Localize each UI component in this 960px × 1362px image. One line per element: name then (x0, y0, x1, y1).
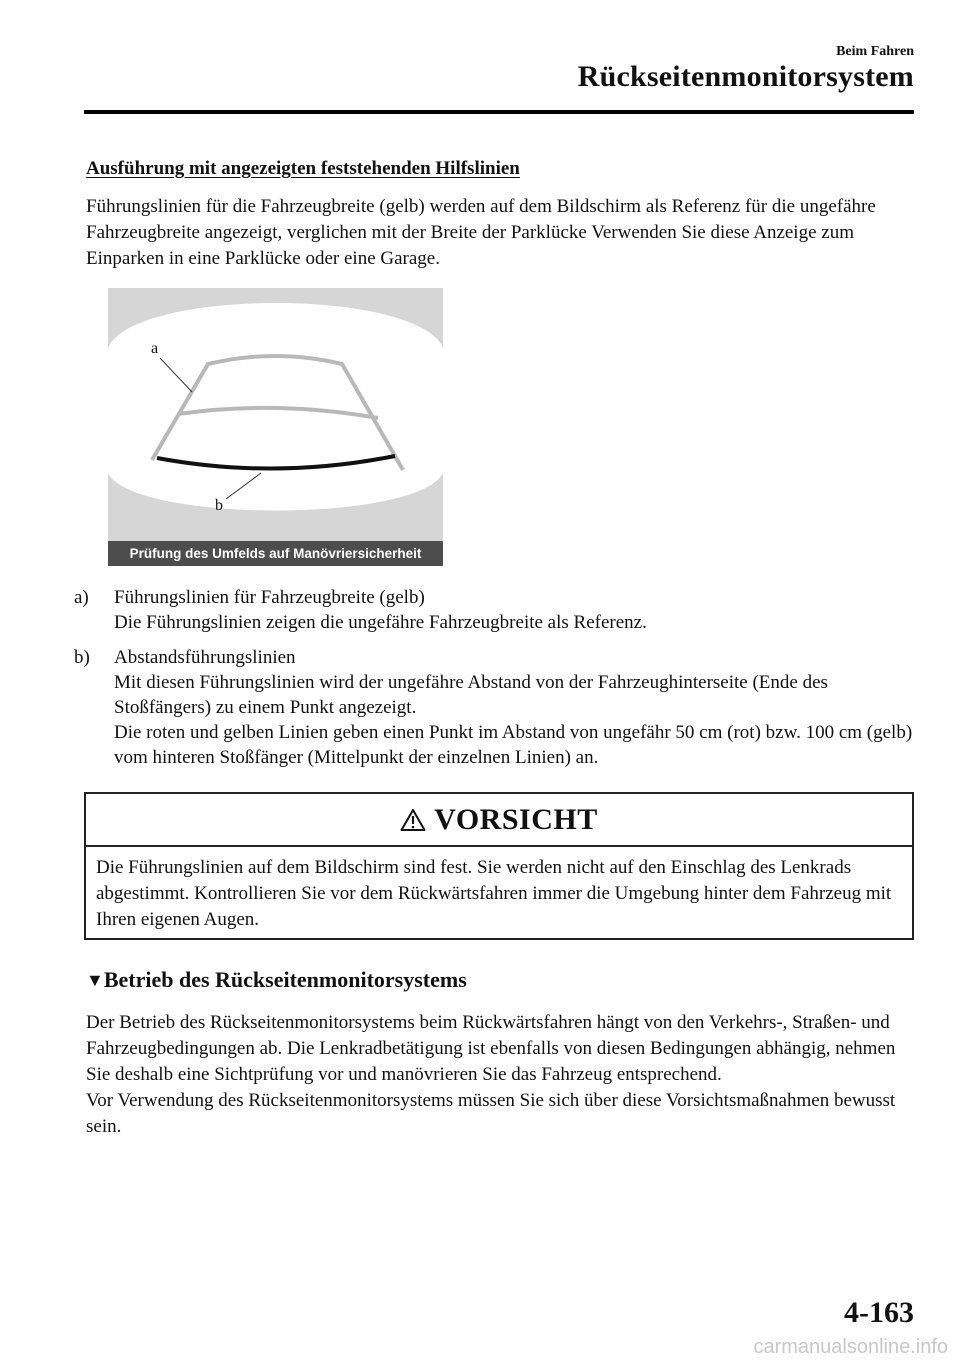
figure-caption: Prüfung des Umfelds auf Manövriersicherheit (108, 541, 443, 566)
legend-description-a: Die Führungslinien zeigen die ungefähre Fahrzeugbreite als Referenz. (114, 612, 647, 633)
legend-item-b (74, 645, 924, 770)
caution-body: Die Führungslinien auf dem Bildschirm sind fest. Sie werden nicht auf den Einschlag des Lenkrads abgestimmt. Kontrollieren Sie vor dem Rückwärtsfahren immer die Umgebung hinter dem Fahrzeug mit Ihren eigenen Augen. (96, 857, 892, 930)
legend-label-b: b) (74, 647, 90, 668)
legend-description-b-1: Mit diesen Führungslinien wird der ungefähre Abstand von der Fahrzeughinterseite (Ende des Stoßfängers) zu einem Punkt angezeigt. (114, 672, 828, 718)
legend-item-a (74, 585, 924, 635)
header-section-label: Beim Fahren (836, 44, 914, 59)
header-rule (84, 110, 914, 114)
callout-label-a: a (151, 340, 159, 357)
intro-subheading: Ausführung mit angezeigten feststehenden Hilfslinien (86, 158, 520, 179)
legend-title-a: Führungslinien für Fahrzeugbreite (gelb) (114, 587, 425, 608)
rear-camera-figure (108, 288, 443, 566)
operation-heading (86, 967, 467, 993)
legend-title-b: Abstandsführungslinien (114, 647, 296, 668)
guideline-illustration (108, 288, 443, 566)
operation-paragraph-2: Vor Verwendung des Rückseitenmonitorsystems müssen Sie sich über diese Vorsichtsmaßnahmen bewusst sein. (86, 1090, 896, 1137)
callout-label-b: b (215, 497, 223, 514)
page-title: Rückseitenmonitorsystem (577, 60, 914, 93)
caution-title: VORSICHT (434, 802, 598, 836)
intro-paragraph: Führungslinien für die Fahrzeugbreite (gelb) werden auf dem Bildschirm als Referenz für die ungefähre Fahrzeugbreite angezeigt, verglichen mit der Breite der Parklücke Verwenden Sie diese Anzeige zum Einparken in eine Parklücke oder eine Garage. (86, 196, 876, 269)
watermark: carmanualsonline.info (753, 1336, 948, 1358)
caution-box (84, 792, 914, 940)
caution-header (86, 794, 912, 847)
operation-heading-text: Betrieb des Rückseitenmonitorsystems (103, 967, 467, 992)
triangle-bullet-icon: ▼ (86, 970, 104, 990)
legend-description-b-2: Die roten und gelben Linien geben einen Punkt im Abstand von ungefähr 50 cm (rot) bzw. 100 cm (gelb) vom hinteren Stoßfänger (Mittelpunkt der einzelnen Linien) an. (114, 722, 913, 768)
page-number: 4-163 (844, 1296, 914, 1329)
warning-triangle-icon (400, 808, 426, 832)
operation-text (86, 1010, 916, 1140)
operation-paragraph-1: Der Betrieb des Rückseitenmonitorsystems beim Rückwärtsfahren hängt von den Verkehrs-, Straßen- und Fahrzeugbedingungen ab. Die Lenkradbetätigung ist ebenfalls von diesen Bedingungen abhängig, nehmen Sie deshalb eine Sichtprüfung vor und manövrieren Sie das Fahrzeug entsprechend. (86, 1012, 896, 1085)
legend-label-a: a) (74, 587, 89, 608)
